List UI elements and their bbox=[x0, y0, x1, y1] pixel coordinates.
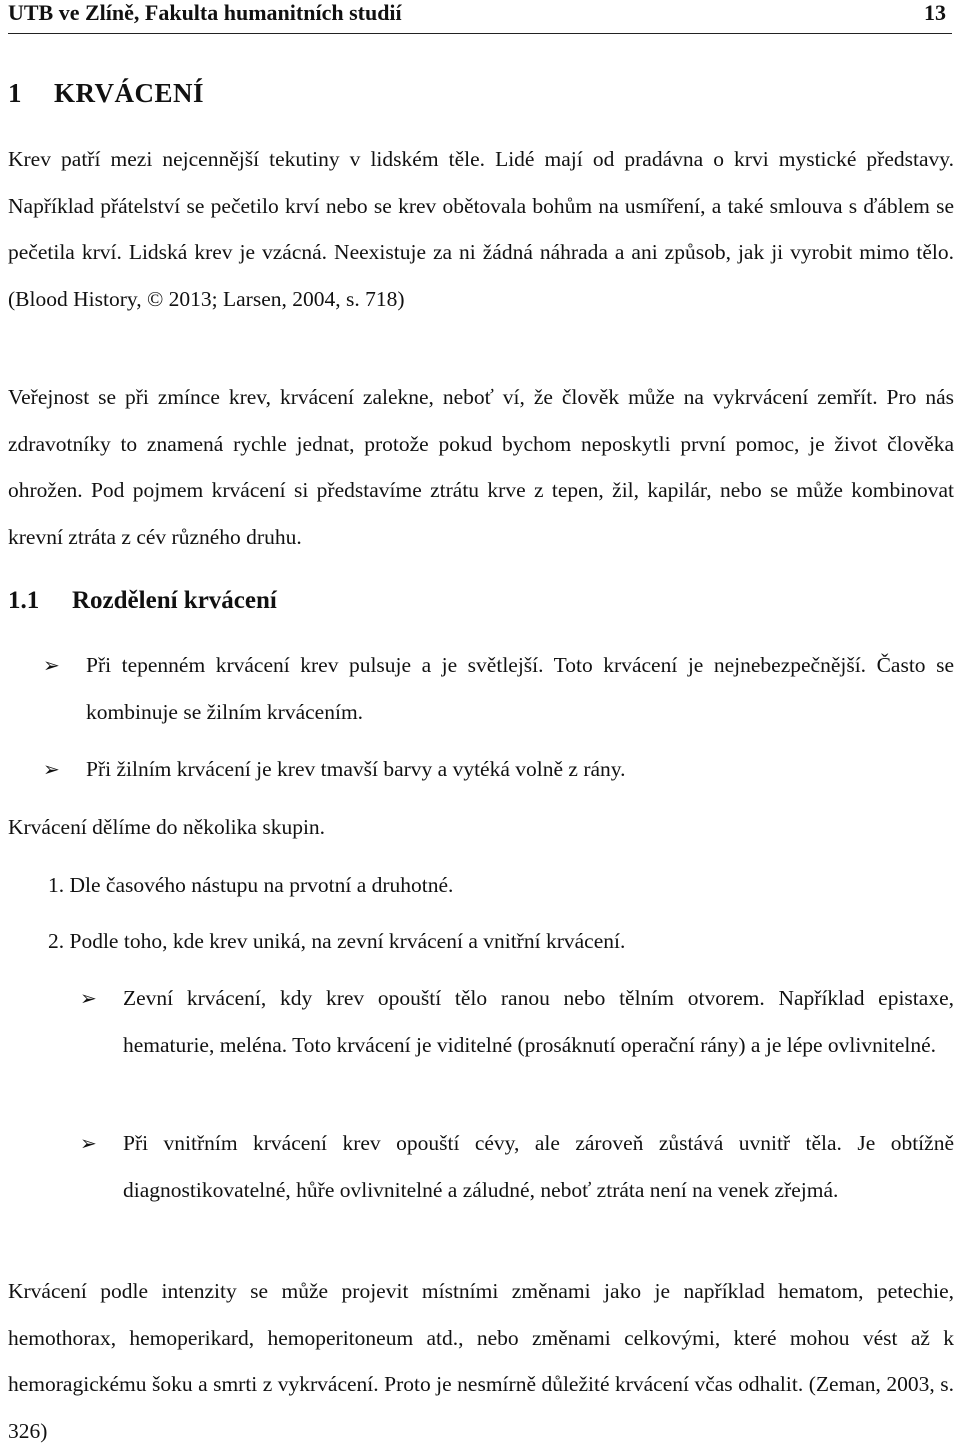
list-item: ➢ Zevní krvácení, kdy krev opouští tělo ranou nebo tělním otvorem. Například epistaxe, hematurie, meléna. Toto krvácení je viditelné (prosáknutí operační rány) a je lépe ovlivnitelné. bbox=[123, 975, 954, 1068]
header-title: UTB ve Zlíně, Fakulta humanitních studií bbox=[8, 0, 402, 25]
chapter-title: KRVÁCENÍ bbox=[54, 78, 205, 108]
section-number: 1.1 bbox=[8, 587, 40, 614]
numbered-item: 2. Podle toho, kde krev uniká, na zevní krvácení a vnitřní krvácení. bbox=[48, 929, 626, 953]
groups-intro: Krvácení dělíme do několika skupin. bbox=[8, 815, 326, 839]
final-paragraph: Krvácení podle intenzity se může projevit místními změnami jako je například hematom, petechie, hemothorax, hemoperikard, hemoperitoneum atd., nebo změnami celkovými, které mohou vést až k hemoragickému šoku a smrti z vykrvácení. Proto je nesmírně důležité krvácení včas odhalit. (Zeman, 2003, s. 326) bbox=[8, 1279, 954, 1443]
list-item: ➢ Při vnitřním krvácení krev opouští cévy, ale zároveň zůstává uvnitř těla. Je obtížně diagnostikovatelné, hůře ovlivnitelné a záludné, neboť ztráta není na venek zřejmá. bbox=[123, 1120, 954, 1213]
intro-paragraph: Krev patří mezi nejcennější tekutiny v lidském těle. Lidé mají od pradávna o krvi mystické představy. Například přátelství se pečetilo krví nebo se krev obětovala bohům na usmíření, a také smlouva s ďáblem se pečetila krví. Lidská krev je vzácná. Neexistuje za ni žádná náhrada a ani způsob, jak ji vyrobit mimo tělo. (Blood History, © 2013; Larsen, 2004, s. 718) bbox=[8, 147, 954, 311]
chapter-number: 1 bbox=[8, 78, 22, 108]
list-item: ➢ Při žilním krvácení je krev tmavší barvy a vytéká volně z rány. bbox=[86, 746, 954, 793]
page-number: 13 bbox=[924, 0, 946, 25]
second-paragraph: Veřejnost se při zmínce krev, krvácení zalekne, neboť ví, že člověk může na vykrvácení zemřít. Pro nás zdravotníky to znamená rychle jednat, protože pokud bychom neposkytli první pomoc, je život člověka ohrožen. Pod pojmem krvácení si představíme ztrátu krve z tepen, žil, kapilár, nebo se může kombinovat krevní ztráta z cév různého druhu. bbox=[8, 385, 954, 549]
section-title: Rozdělení krvácení bbox=[72, 587, 277, 614]
arrow-bullet-icon: ➢ bbox=[43, 757, 60, 781]
page-header bbox=[8, 0, 952, 34]
numbered-item: 1. Dle časového nástupu na prvotní a druhotné. bbox=[48, 873, 454, 897]
list-item: ➢ Při tepenném krvácení krev pulsuje a je světlejší. Toto krvácení je nejnebezpečnější. Často se kombinuje se žilním krvácením. bbox=[86, 642, 954, 735]
arrow-bullet-icon: ➢ bbox=[80, 986, 97, 1010]
section-heading bbox=[8, 587, 277, 615]
chapter-heading bbox=[8, 78, 204, 109]
arrow-bullet-icon: ➢ bbox=[43, 653, 60, 677]
arrow-bullet-icon: ➢ bbox=[80, 1131, 97, 1155]
